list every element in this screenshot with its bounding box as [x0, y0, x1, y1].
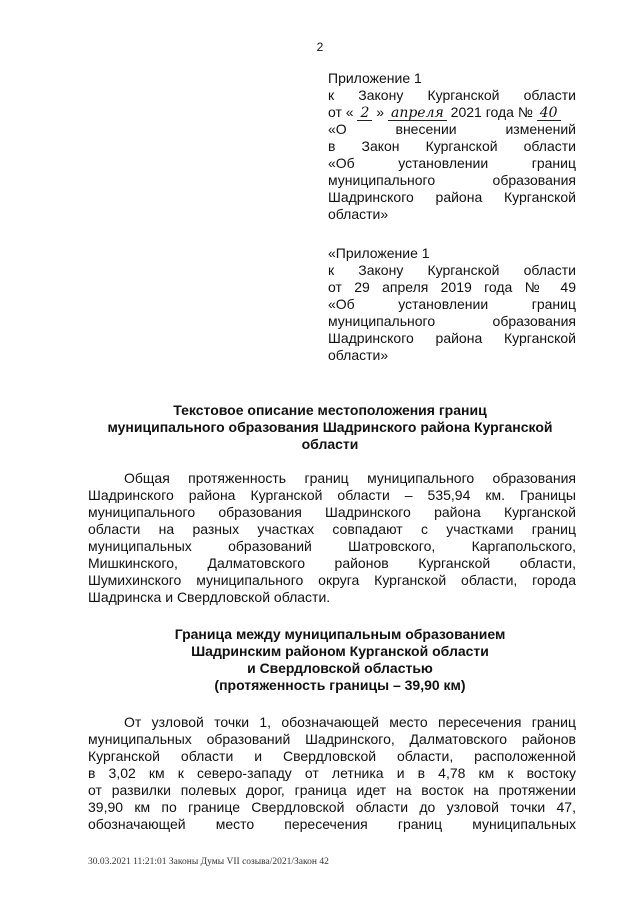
annex-line: в Закон Курганской области — [328, 138, 576, 154]
annex-line: Шадринского района Курганской — [328, 330, 576, 346]
paragraph-line: в 3,02 км к северо-западу от летника и в 4,78 км к востоку — [88, 765, 576, 781]
heading-line: Текстовое описание местоположения границ — [173, 402, 487, 418]
document-footer: 30.03.2021 11:21:01 Законы Думы VII созыва/2021/Закон 42 — [88, 857, 329, 867]
paragraph-line: Шадринского района Курганской области – 535,94 км. Границы — [88, 487, 576, 503]
date-quote-close: » — [376, 104, 385, 120]
handwritten-month: апреля — [388, 107, 447, 121]
heading-line: и Свердловской областью — [247, 660, 433, 676]
paragraph-line: Шадринска и Свердловской области. — [88, 589, 331, 605]
annex-line: «Приложение 1 — [328, 245, 430, 261]
annex-line: «Об установлении границ — [328, 155, 576, 171]
annex-line: области» — [328, 206, 389, 222]
heading-line: муниципального образования Шадринского района Курганской — [107, 419, 553, 435]
annex-line: от 29 апреля 2019 года № 49 — [328, 279, 576, 295]
annex-line: к Закону Курганской области — [328, 262, 576, 278]
paragraph-line: области на разных участках совпадают с участками границ — [88, 521, 576, 537]
annex-line: области» — [328, 347, 389, 363]
paragraph-total-length — [88, 470, 576, 606]
date-year-number: 2021 года № — [450, 104, 533, 120]
paragraph-line: От узловой точки 1, обозначающей место пересечения границ — [124, 714, 576, 730]
annex-line: Шадринского района Курганской — [328, 189, 576, 205]
paragraph-border-description — [88, 714, 576, 833]
paragraph-line: Мишкинского, Далматовского районов Курганской области, — [88, 555, 576, 571]
paragraph-line: Курганской области и Свердловской области, расположенной — [88, 748, 576, 764]
paragraph-line: Шумихинского муниципального округа Курганской области, города — [88, 572, 576, 588]
annex-previous-law — [328, 245, 576, 364]
heading-line: (протяженность границы – 39,90 км) — [214, 677, 466, 693]
heading-line: Шадринским районом Курганской области — [191, 643, 489, 659]
date-prefix: от « — [328, 104, 354, 120]
paragraph-line: Общая протяженность границ муниципального образования — [124, 470, 576, 486]
handwritten-day: 2 — [357, 107, 372, 121]
annex-line: «О внесении изменений — [328, 121, 576, 137]
paragraph-line: муниципальных образований Шадринского, Далматовского районов — [88, 731, 576, 747]
paragraph-line: муниципальных образований Шатровского, Каргапольского, — [88, 538, 576, 554]
annex-title: Приложение 1 — [328, 70, 422, 86]
heading-line: Граница между муниципальным образованием — [174, 626, 506, 642]
paragraph-line: муниципального образования Шадринского района Курганской — [88, 504, 576, 520]
annex-line: муниципального образования — [328, 172, 576, 188]
page-number: 2 — [316, 40, 324, 54]
annex-law-reference: к Закону Курганской области — [328, 87, 576, 103]
annex-date-line — [328, 104, 576, 121]
section-heading — [160, 626, 520, 694]
document-heading — [80, 402, 580, 453]
paragraph-line: от развилки полевых дорог, граница идет на восток на протяжении — [88, 782, 576, 798]
paragraph-line: 39,90 км по границе Свердловской области до узловой точки 47, — [88, 799, 576, 815]
heading-line: области — [301, 436, 359, 452]
paragraph-line: обозначающей место пересечения границ муниципальных — [88, 816, 576, 832]
annex-line: «Об установлении границ — [328, 296, 576, 312]
handwritten-law-number: 40 — [537, 107, 561, 121]
annex-current-law — [328, 70, 576, 223]
annex-line: муниципального образования — [328, 313, 576, 329]
